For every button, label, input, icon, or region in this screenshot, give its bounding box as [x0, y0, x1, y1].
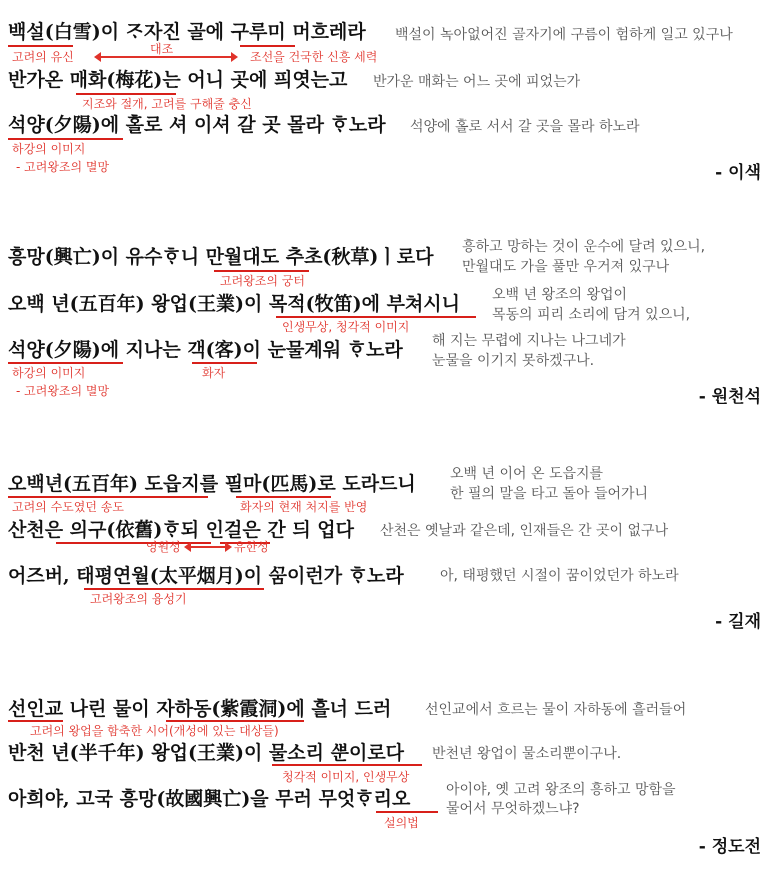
line-translation: 물어서 무엇하겠느냐? — [446, 801, 580, 817]
line-translation: 선인교에서 흐르는 물이 자하동에 흘러들어 — [425, 702, 687, 718]
annotation: 인생무상, 청각적 이미지 — [282, 320, 410, 334]
poem-line: 아희야, 고국 흥망(故國興亡)을 무러 무엇ᄒᆞ리오 — [8, 788, 411, 810]
annotation: 고려의 왕업을 함축한 시어(개성에 있는 대상들) — [30, 724, 279, 738]
underline — [8, 138, 123, 140]
annotation: - 고려왕조의 멸망 — [16, 384, 110, 398]
underline — [166, 720, 304, 722]
underline — [236, 496, 331, 498]
poem-line: 오백 년(五百年) 왕업(王業)이 목적(牧笛)에 부쳐시니 — [8, 293, 461, 315]
underline — [8, 45, 73, 47]
line-translation: 오백 년 이어 온 도읍지를 — [450, 466, 604, 482]
annotation: 청각적 이미지, 인생무상 — [282, 770, 410, 784]
line-translation: 해 지는 무렵에 지나는 나그네가 — [432, 333, 626, 349]
annotation: 조선을 건국한 신흥 세력 — [250, 50, 378, 64]
line-translation: 오백 년 왕조의 왕업이 — [492, 287, 628, 303]
annotation: 유한성 — [234, 540, 269, 554]
line-translation: 석양에 홀로 서서 갈 곳을 몰라 하노라 — [410, 119, 640, 135]
underline — [240, 45, 295, 47]
line-translation: 반가운 매화는 어느 곳에 피었는가 — [373, 74, 581, 90]
annotation: 영원성 — [146, 540, 181, 554]
annotation: 하강의 이미지 — [12, 142, 86, 156]
line-translation: 반천년 왕업이 물소리뿐이구나. — [432, 746, 622, 762]
contrast-arrow — [96, 56, 236, 58]
annotation: 화자의 현재 처지를 반영 — [240, 500, 368, 514]
line-translation: 산천은 옛날과 같은데, 인재들은 간 곳이 없구나 — [380, 523, 669, 539]
underline — [76, 93, 176, 95]
poem-line: 석양(夕陽)에 홀로 셔 이셔 갈 곳 몰라 ᄒᆞ노라 — [8, 114, 386, 136]
annotation: 고려의 수도였던 송도 — [12, 500, 124, 514]
poem-line: 백설(白雪)이 ᄌᆞ자진 골에 구루미 머흐레라 — [8, 21, 366, 43]
poem-line: 흥망(興亡)이 유수ᄒᆞ니 만월대도 추초(秋草)ㅣ로다 — [8, 246, 434, 268]
line-translation: 한 필의 말을 타고 돌아 들어가니 — [450, 486, 649, 502]
author: - 원천석 — [698, 387, 761, 407]
line-translation: 백설이 녹아없어진 골자기에 구름이 험하게 일고 있구나 — [395, 27, 733, 43]
underline — [192, 362, 257, 364]
poem-line: 어즈버, 태평연월(太平烟月)이 ᄭᅮᆷ이런가 ᄒᆞ노라 — [8, 565, 404, 587]
line-translation: 아, 태평했던 시절이 꿈이었던가 하노라 — [440, 568, 679, 584]
annotation: 설의법 — [384, 816, 419, 830]
annotation: - 고려왕조의 멸망 — [16, 160, 110, 174]
underline — [276, 316, 476, 318]
poem-line: 석양(夕陽)에 지나는 객(客)이 눈물계워 ᄒᆞ노라 — [8, 339, 403, 361]
annotation: 고려왕조의 궁터 — [220, 274, 305, 288]
underline — [8, 720, 63, 722]
annotation: 고려왕조의 융성기 — [90, 592, 187, 606]
poem-line: 선인교 나린 물이 자하동(紫霞洞)에 흘너 드러 — [8, 698, 392, 720]
underline — [376, 811, 438, 813]
underline — [272, 764, 422, 766]
line-translation: 흥하고 망하는 것이 운수에 달려 있으니, — [462, 239, 706, 255]
author: - 길재 — [715, 612, 761, 632]
annotation: 대조 — [150, 42, 174, 56]
annotation: 지조와 절개, 고려를 구해줄 충신 — [82, 97, 252, 111]
contrast-arrow — [186, 546, 230, 548]
poem-line: 산천은 의구(依舊)ᄒᆞ되 인걸은 간 듸 업다 — [8, 519, 355, 541]
poem-line: 반가온 매화(梅花)는 어니 곳에 픠엿는고 — [8, 69, 348, 91]
line-translation: 아이야, 옛 고려 왕조의 흥하고 망함을 — [446, 782, 676, 798]
author: - 정도전 — [698, 837, 761, 857]
annotation: 고려의 유신 — [12, 50, 74, 64]
underline — [214, 270, 309, 272]
underline — [8, 362, 123, 364]
underline — [84, 588, 264, 590]
line-translation: 눈물을 이기지 못하겠구나. — [432, 353, 595, 369]
poem-line: 오백년(五百年) 도읍지를 필마(匹馬)로 도라드니 — [8, 473, 416, 495]
annotation: 하강의 이미지 — [12, 366, 86, 380]
poem-line: 반천 년(半千年) 왕업(王業)이 물소리 ᄲᅮᆫ이로다 — [8, 742, 405, 764]
author: - 이색 — [715, 163, 761, 183]
underline — [8, 496, 208, 498]
line-translation: 만월대도 가을 풀만 우거져 있구나 — [462, 259, 670, 275]
annotation: 화자 — [202, 366, 226, 380]
line-translation: 목동의 피리 소리에 담겨 있으니, — [492, 307, 691, 323]
